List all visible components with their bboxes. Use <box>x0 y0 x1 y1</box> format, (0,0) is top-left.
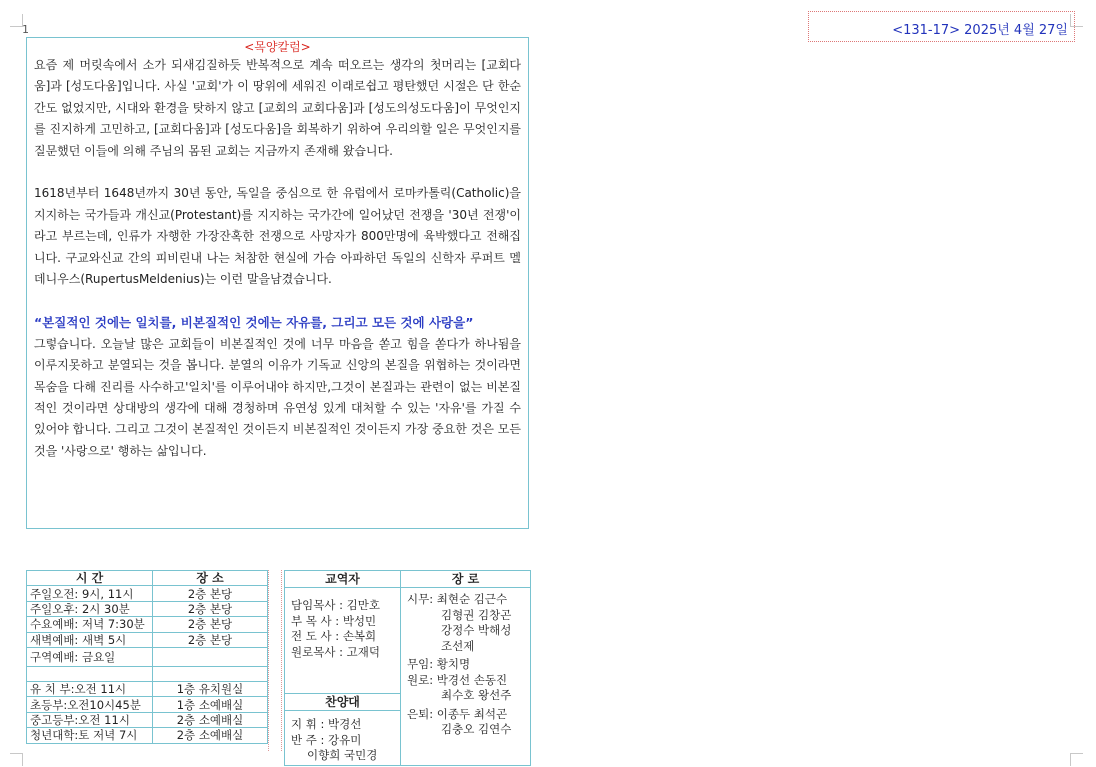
minister-line: 담임목사 : 김만호 <box>291 598 380 612</box>
issue-header-box <box>808 11 1075 42</box>
elder-role: 시무: <box>407 592 434 606</box>
elder-role: 무임: <box>407 657 434 671</box>
divider <box>268 570 269 751</box>
column-paragraph-3: 그렇습니다. 오늘날 많은 교회들이 비본질적인 것에 너무 마음을 쏟고 힘을 쏟다가 하나됨을 이루지못하고 분열되는 것을 봅니다. 분열의 이유가 기독교 신앙의 본질을 위협하는 것이라면 목숨을 다해 진리를 사수하고'일치'를 이루어내야 하지만,그것이 본질과는 관련이 없는 비본질적인 것이라면 상대방의 생각에 대해 경청하며 유연성 있게 대처할 수 있는 '자유'를 가질 수 있어야 합니다. 그리고 그것이 본질적인 것이든지 비본질적인 것이든지 가장 중요한 것은 모든 것을 '사랑으로' 행하는 삶입니다. <box>34 336 521 458</box>
issue-date: <131-17> 2025년 4월 27일 <box>892 23 1068 38</box>
choir-line: 이향희 국민경 <box>307 748 378 762</box>
table-row: 주일오후: 2시 30분 2층 본당 <box>27 601 268 616</box>
choir-line: 반 주 : 강유미 <box>291 732 362 747</box>
ministers-header: 교역자 <box>285 571 401 588</box>
column-paragraph-1: 요즘 제 머릿속에서 소가 되새김질하듯 반복적으로 계속 떠오르는 생각의 첫머리는 [교회다움]과 [성도다움]입니다. 사실 '교회'가 이 땅위에 세워진 이래로쉽고 평탄했던 시절은 단 한순간도 없었지만, 시대와 환경을 탓하지 않고 [교회의 교회다움]과 [성도의성도다움]이 무엇인지를 진지하게 고민하고, [교회다움]과 [성도다움]을 회복하기 위하여 우리의할 일은 무엇인지를 질문했던 이들에 의해 주님의 몸된 교회는 지금까지 존재해 왔습니다. <box>34 58 521 158</box>
crop-mark <box>10 753 23 766</box>
column-title: <목양칼럼> <box>244 40 311 54</box>
pastor-column <box>26 37 529 529</box>
elders-cell: 시무: 최현순 김근수 김형권 김창곤 강정수 박해성 조선제 무임: 황치명 원로: 박경선 손동진 최수호 왕선주 은퇴: 이종두 최석곤 김충오 김연수 <box>401 588 531 766</box>
column-quote: “본질적인 것에는 일치를, 비본질적인 것에는 자유를, 그리고 모든 것에 사랑을” <box>34 314 474 330</box>
choir-line: 지 휘 : 박경선 <box>291 717 362 731</box>
divider <box>281 570 282 751</box>
table-row: 청년대학:토 저녁 7시 2층 소예배실 <box>27 728 268 743</box>
table-row: 유 치 부:오전 11시 1층 유치원실 <box>27 681 268 696</box>
table-row: 수요예배: 저녁 7:30분 2층 본당 <box>27 617 268 632</box>
elders-header: 장 로 <box>401 571 531 588</box>
table-row: 초등부:오전10시45분 1층 소예배실 <box>27 697 268 712</box>
choir-header: 찬양대 <box>285 694 401 711</box>
staff-table <box>284 570 531 766</box>
table-row: 중고등부:오전 11시 2층 소예배실 <box>27 712 268 727</box>
ministers-cell <box>285 588 401 694</box>
page-number: 1 <box>22 23 29 36</box>
table-row: 주일오전: 9시, 11시 2층 본당 <box>27 586 268 601</box>
choir-cell <box>285 711 401 766</box>
table-row: 새벽예배: 새벽 5시 2층 본당 <box>27 632 268 647</box>
minister-line: 원로목사 : 고재덕 <box>291 644 380 659</box>
column-paragraph-2: 1618년부터 1648년까지 30년 동안, 독일을 중심으로 한 유럽에서 로마카톨릭(Catholic)을 지지하는 국가들과 개신교(Protestant)를 지지하는 국가간에 일어났던 전쟁을 '30년 전쟁'이라고 부르는데, 인류가 자행한 가장잔혹한 전쟁으로 사망자가 800만명에 육박했다고 전해집니다. 구교와신교 간의 피비린내 나는 처참한 현실에 가슴 아파하던 독일의 신학자 루퍼트 멜데니우스(RupertusMeldenius)는 이런 말을남겼습니다. <box>34 186 521 287</box>
minister-line: 전 도 사 : 손복희 <box>291 629 377 643</box>
elder-role: 은퇴: <box>407 706 434 721</box>
crop-mark <box>1070 753 1083 766</box>
worship-schedule-table <box>26 570 268 744</box>
header-place: 장 소 <box>153 571 268 586</box>
table-row: 구역예배: 금요일 <box>27 647 268 666</box>
header-time: 시 간 <box>27 571 153 586</box>
minister-line: 부 목 사 : 박성민 <box>291 613 377 628</box>
elder-role: 원로: <box>407 672 434 687</box>
